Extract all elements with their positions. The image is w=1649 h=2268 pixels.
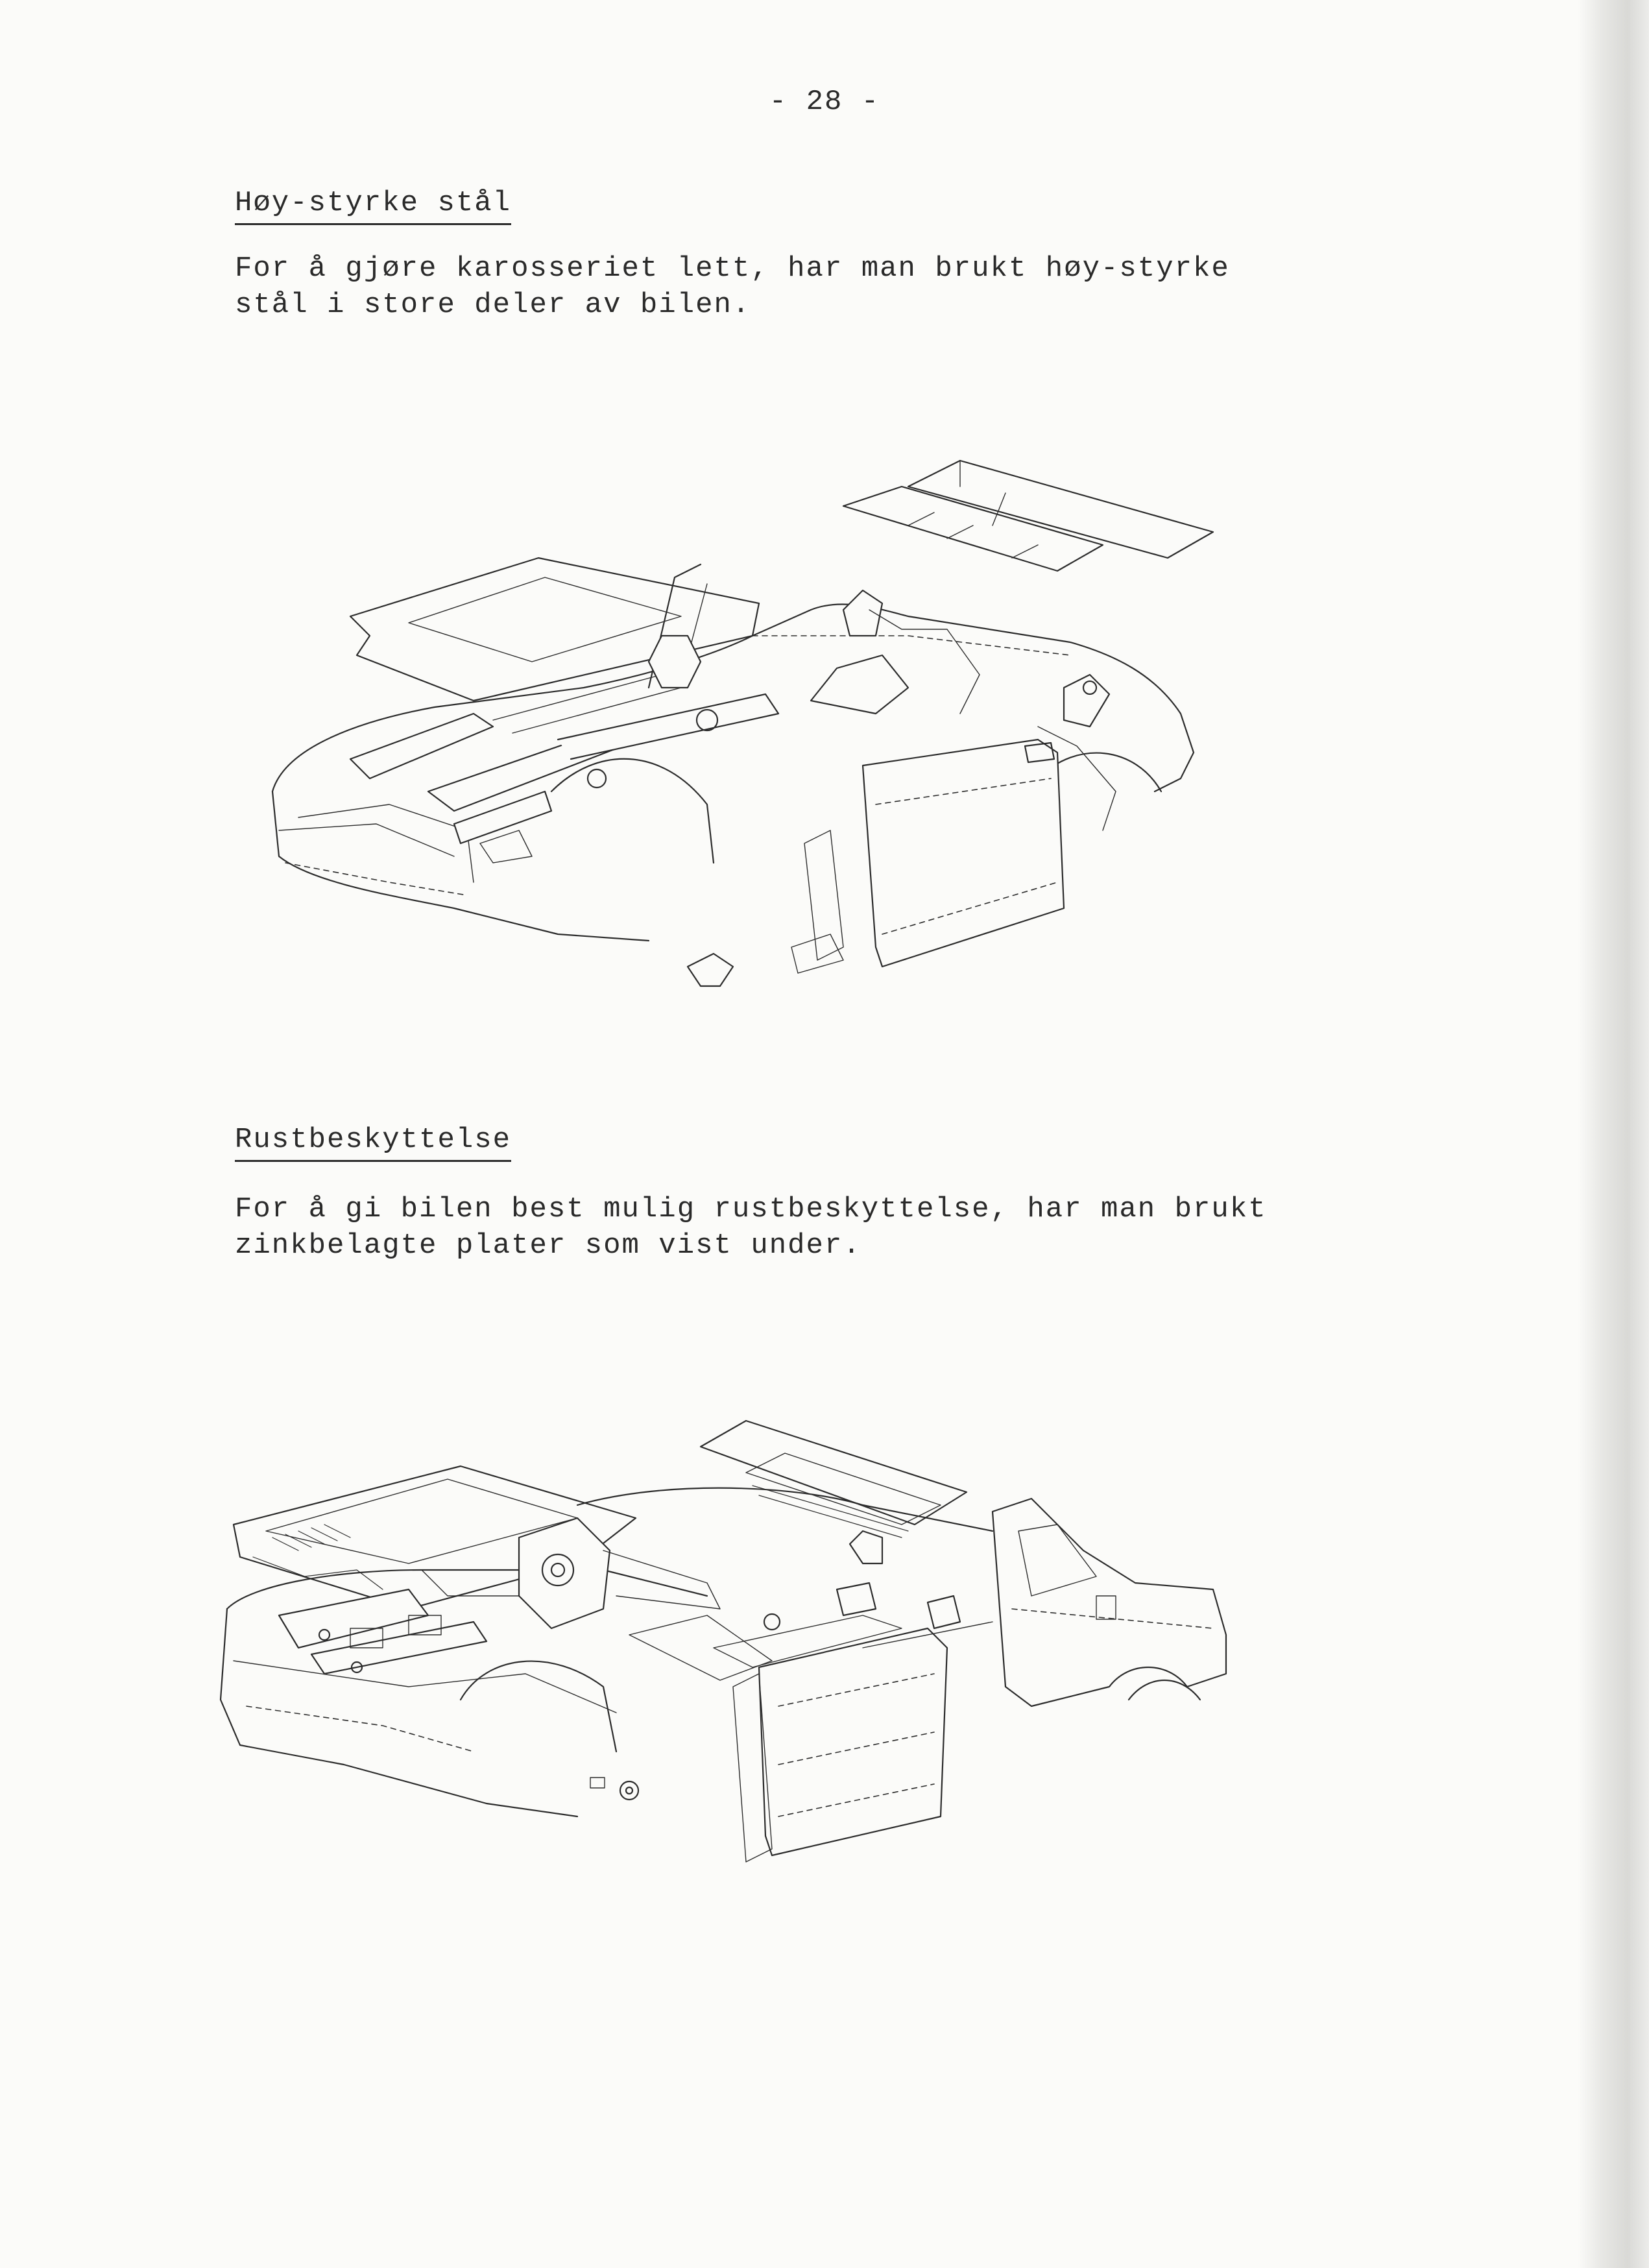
- hood-panel-drawing: [350, 558, 759, 701]
- section-paragraph-rust-protection: [235, 1191, 1267, 1264]
- car-body-high-strength-steel-illustration: [259, 441, 1233, 999]
- paragraph-line: stål i store deler av bilen.: [235, 289, 751, 321]
- paragraph-line: For å gi bilen best mulig rustbeskyttelse, har man brukt: [235, 1193, 1267, 1225]
- car-body-zinc-coated-panels-illustration: [214, 1401, 1252, 1907]
- paragraph-line: For å gjøre karosseriet lett, har man brukt høy-styrke: [235, 252, 1230, 285]
- section-heading-rust-protection: Rustbeskyttelse: [235, 1124, 511, 1162]
- roof-panel-drawing: [701, 1421, 967, 1538]
- car-body-line-drawing: [259, 441, 1233, 999]
- section-heading-high-strength-steel: Høy-styrke stål: [235, 187, 511, 225]
- door-panel-drawing: [791, 740, 1064, 973]
- page-binding-shadow: [1578, 0, 1649, 2268]
- roof-panel-drawing: [843, 461, 1213, 571]
- paragraph-line: zinkbelagte plater som vist under.: [235, 1229, 861, 1262]
- page-number: - 28 -: [769, 86, 880, 118]
- section-paragraph-high-strength-steel: [235, 250, 1230, 323]
- car-body-line-drawing: [214, 1401, 1252, 1907]
